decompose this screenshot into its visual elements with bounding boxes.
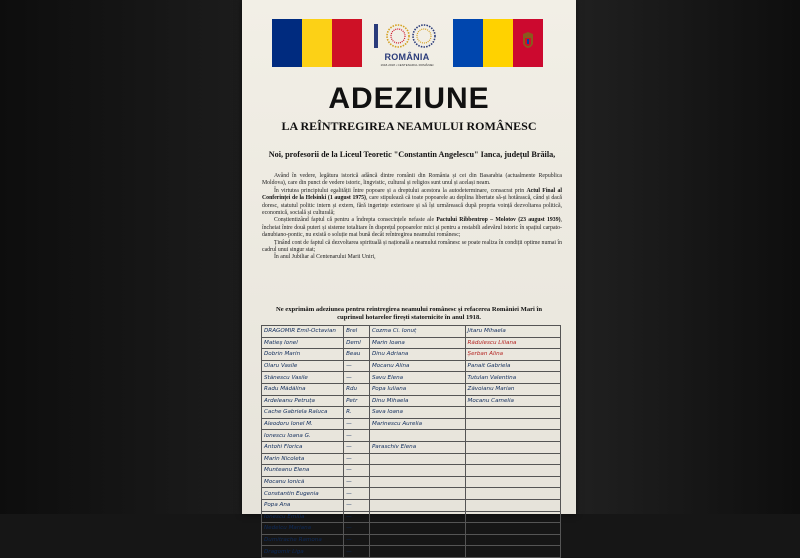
signature-row — [262, 326, 561, 338]
signature-row — [262, 395, 561, 407]
signature-mark: — — [344, 430, 370, 442]
signature-mark: — — [344, 372, 370, 384]
signer-name-col3 — [465, 499, 560, 511]
signer-name-col3: Șerban Alina — [465, 349, 560, 361]
signer-name-col2 — [369, 546, 465, 558]
logo-wordmark: ROMÂNIA — [384, 52, 430, 62]
signature-mark: — — [344, 499, 370, 511]
signature-mark: Deml — [344, 337, 370, 349]
signer-name-col3 — [465, 407, 560, 419]
romanian-flag — [272, 19, 362, 67]
signature-row — [262, 499, 561, 511]
paragraph-5: În anul Jubiliar al Centenarului Marii Uniri, — [274, 254, 376, 261]
signature-mark: — — [344, 418, 370, 430]
document-title: ADEZIUNE — [328, 82, 490, 115]
signer-name-col2 — [369, 523, 465, 535]
signer-name: Marin Nicoleta — [262, 453, 344, 465]
signer-name-col2: Marinescu Aurelia — [369, 418, 465, 430]
signature-row — [262, 430, 561, 442]
signature-row — [262, 407, 561, 419]
signer-name-col2 — [369, 453, 465, 465]
signature-row — [262, 383, 561, 395]
signer-name-col3: Zăvoianu Marian — [465, 383, 560, 395]
signer-name: Ionescu Ioana G. — [262, 430, 344, 442]
signer-name: DRAGOMIR Emil-Octavian — [262, 326, 344, 338]
signer-name-col3: Panait Gabriela — [465, 360, 560, 372]
signer-name-col3 — [465, 465, 560, 477]
signer-name: Dragomir Liga — [262, 546, 344, 558]
signature-row — [262, 372, 561, 384]
signature-row — [262, 534, 561, 546]
signer-name-col2: Paraschiv Elena — [369, 441, 465, 453]
signer-name-col2 — [369, 476, 465, 488]
signer-name-col2: Dinu Adriana — [369, 349, 465, 361]
document-intro: Noi, profesorii de la Liceul Teoretic "Constantin Angelescu" Ianca, județul Brăila, — [268, 150, 556, 159]
signer-name-col3: Jitaru Mihaela — [465, 326, 560, 338]
signer-name-col2 — [369, 499, 465, 511]
signature-row — [262, 523, 561, 535]
signer-name: Munteanu Elena — [262, 465, 344, 477]
centenary-logo — [364, 20, 450, 68]
signature-mark: — — [344, 511, 370, 523]
signer-name-col2 — [369, 511, 465, 523]
signer-name-col2: Sava Ioana — [369, 407, 465, 419]
signer-name: Ardeleanu Petruța — [262, 395, 344, 407]
signature-row — [262, 546, 561, 558]
signature-row — [262, 511, 561, 523]
logo-subtitle: 1918-2018 • CENTENARUL ROMÂNIEI — [380, 63, 434, 67]
signer-name-col2: Cozma Ci. Ionuț — [369, 326, 465, 338]
signer-name: Dumitrache Ramona — [262, 534, 344, 546]
signer-name: Antohi Florica — [262, 441, 344, 453]
signature-row — [262, 453, 561, 465]
signer-name-col3: Tutulan Valentina — [465, 372, 560, 384]
signer-name-col3 — [465, 430, 560, 442]
signer-name: Matieș Ionel — [262, 337, 344, 349]
signer-name-col3 — [465, 511, 560, 523]
signer-name: Constantin Eugenia — [262, 488, 344, 500]
signer-name-col3 — [465, 523, 560, 535]
signer-name-col3 — [465, 441, 560, 453]
document-subtitle: LA REÎNTREGIREA NEAMULUI ROMÂNESC — [281, 119, 537, 133]
signature-table — [261, 325, 561, 558]
signature-mark: — — [344, 488, 370, 500]
signer-name: Cache Gabriela Raluca — [262, 407, 344, 419]
signer-name-col3 — [465, 476, 560, 488]
document-sheet — [242, 0, 576, 555]
signature-mark: R. — [344, 407, 370, 419]
signature-row — [262, 488, 561, 500]
declaration: Ne exprimăm adeziunea pentru reintregirea neamului românesc și refacerea României Mari în cuprinsul hotarelor firești statornicite în anul 1918. — [275, 306, 543, 321]
paragraph-3: Conștientizând faptul că pentru a îndrepta consecințele nefaste ale Pactului Ribbentrop – Molotov (23 august 1939), încheiat între două puteri și sisteme totalitare în disprețul popoarelor mici și pentru a restabili adevărul istoric în spațiul carpato-danubiano-pontic, nu există o soluție mai bună decât reîntregirea neamului românesc; — [262, 217, 562, 239]
signer-name-col3 — [465, 488, 560, 500]
signer-name-col3 — [465, 546, 560, 558]
signer-name: Radu Mădălina — [262, 383, 344, 395]
signature-row — [262, 476, 561, 488]
signer-name: Mocanu Ionică — [262, 476, 344, 488]
signer-name: Olaru Vasile — [262, 360, 344, 372]
signer-name-col3 — [465, 418, 560, 430]
document-body — [262, 173, 562, 262]
centenary-100-icon — [368, 20, 446, 52]
signature-row — [262, 337, 561, 349]
signature-row — [262, 441, 561, 453]
signer-name-col3: Rădulescu Liliana — [465, 337, 560, 349]
signature-mark: — — [344, 523, 370, 535]
signer-name: Popa Ana — [262, 499, 344, 511]
background-left — [0, 0, 242, 514]
signature-mark: — — [344, 441, 370, 453]
signer-name-col2 — [369, 488, 465, 500]
signature-mark: — — [344, 476, 370, 488]
signer-name-col2: Marin Ioana — [369, 337, 465, 349]
signature-mark: Brel — [344, 326, 370, 338]
signature-row — [262, 360, 561, 372]
signature-mark: Petr — [344, 395, 370, 407]
signature-mark: — — [344, 534, 370, 546]
signer-name-col2 — [369, 534, 465, 546]
signer-name-col2: Savu Elena — [369, 372, 465, 384]
signature-mark: Beau — [344, 349, 370, 361]
paragraph-1: Având în vedere, legătura istorică adâncă dintre românii din România și cei din Basarabia (actualmente Republica Moldova), care din punct de vedere istoric, lingvistic, cultural și religios sunt unul și același neam. — [262, 173, 562, 187]
signer-name: Stănescu Vasile — [262, 372, 344, 384]
moldovan-flag — [453, 19, 543, 67]
signer-name: Aleodoru Ionel M. — [262, 418, 344, 430]
signer-name: Dobrin Marin — [262, 349, 344, 361]
signer-name-col2: Popa Iuliana — [369, 383, 465, 395]
signature-mark: — — [344, 453, 370, 465]
signature-mark: — — [344, 360, 370, 372]
signature-mark: — — [344, 546, 370, 558]
signature-row — [262, 418, 561, 430]
signature-mark: — — [344, 465, 370, 477]
coat-of-arms-icon — [521, 32, 535, 52]
background-right — [576, 0, 800, 514]
signature-row — [262, 349, 561, 361]
signer-name-col3: Mocanu Camelia — [465, 395, 560, 407]
signer-name-col2: Mocanu Alina — [369, 360, 465, 372]
signature-row — [262, 465, 561, 477]
paragraph-4: Ținând cont de faptul că dezvoltarea spirituală și națională a neamului românesc se poate realiza în condiții optime numai în cadrul unui singur stat; — [262, 239, 562, 254]
signer-name: Ionescu Emilia — [262, 511, 344, 523]
signer-name-col3 — [465, 534, 560, 546]
signer-name-col2 — [369, 430, 465, 442]
signer-name-col2: Dinu Mihaela — [369, 395, 465, 407]
signer-name-col3 — [465, 453, 560, 465]
paragraph-2: În virtutea principiului egalității între popoare și a dreptului acestora la autodeterminare, consacrat prin Actul Final al Conferinței de la Helsinki (1 august 1975), care stipulează că toate popoarele au deplina libertate să-și hotărască, când și dacă doresc, statutul politic intern și extern, fără ingerințe exterioare și să își urmărească după propria voință dezvoltarea politică, economică, socială și culturală; — [262, 187, 562, 217]
signature-mark: Rdu — [344, 383, 370, 395]
signer-name-col2 — [369, 465, 465, 477]
signer-name: Nedelcu Mariana — [262, 523, 344, 535]
